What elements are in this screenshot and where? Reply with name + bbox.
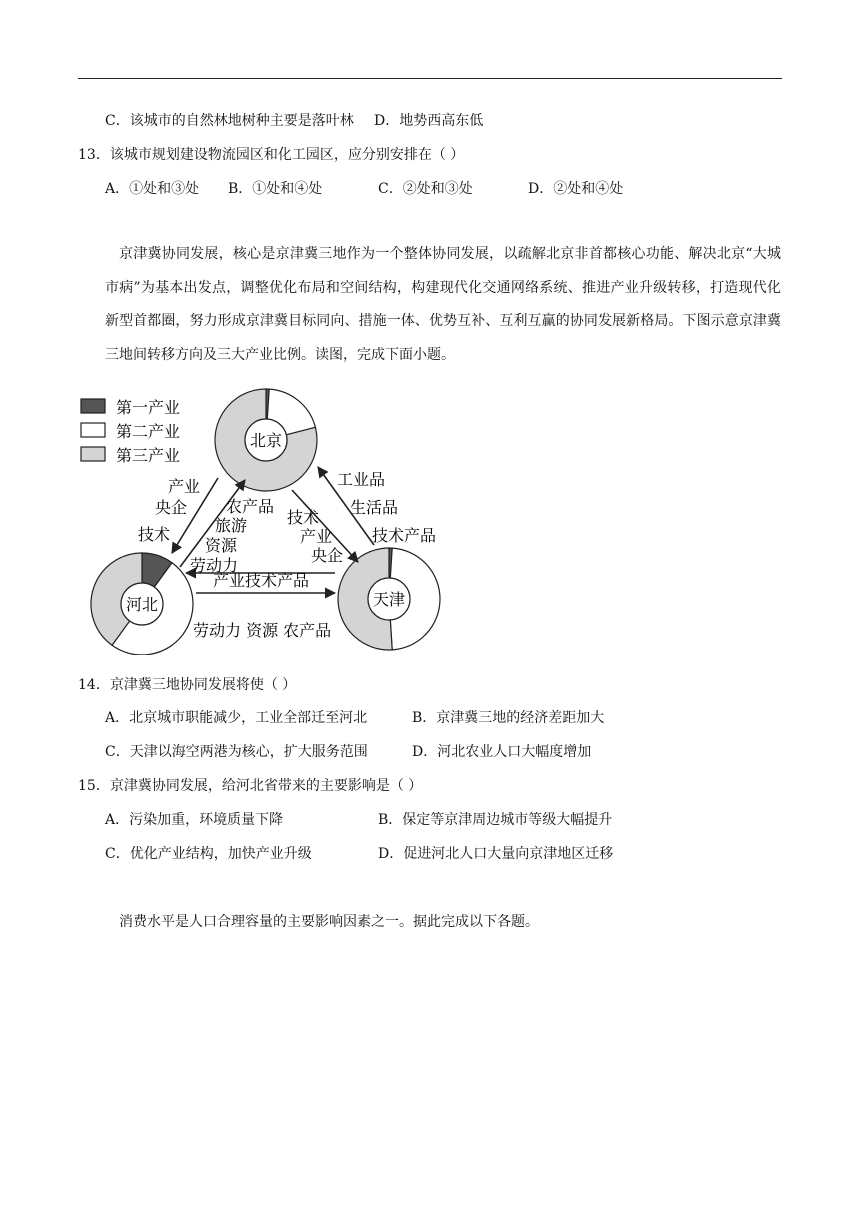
legend-label-secondary: 第二产业 xyxy=(116,422,181,441)
q13-option-c: C．②处和③处 xyxy=(378,181,473,197)
q15-option-a: A．污染加重，环境质量下降 xyxy=(105,812,284,828)
q15-stem: 15．京津冀协同发展，给河北省带来的主要影响是（ ） xyxy=(78,778,423,794)
city-label-tianjin: 天津 xyxy=(372,590,406,609)
flow-bj-tj-3: 央企 xyxy=(311,546,344,565)
flow-hb-bj-1: 农产品 xyxy=(226,497,275,516)
flow-bj-tj-1: 技术 xyxy=(287,508,320,527)
flow-tj-bj-3: 技术产品 xyxy=(372,526,437,545)
flow-tj-bj-1: 工业品 xyxy=(337,470,386,489)
q14-option-b: B．京津冀三地的经济差距加大 xyxy=(412,710,605,726)
flow-tj-bj-2: 生活品 xyxy=(350,498,399,517)
q14-option-d: D．河北农业人口大幅度增加 xyxy=(412,744,592,760)
passage-jingjinji: 京津冀协同发展，核心是京津冀三地作为一个整体协同发展，以疏解北京非首都核心功能、解决北京“大城市病”为基本出发点，调整优化布局和空间结构，构建现代化交通网络系统、推进产业升级转移，打造现代化新型首都圈，努力形成京津冀目标同向、措施一体、优势互补、互利互赢的协同发展新格局。下图示意京津冀三地间转移方向及三大产业比例。读图，完成下面小题。 xyxy=(105,246,781,363)
flow-hb-bj-2: 旅游 xyxy=(215,516,248,535)
q12-option-d: D．地势西高东低 xyxy=(374,113,484,129)
q15-option-d: D．促进河北人口大量向京津地区迁移 xyxy=(378,846,614,862)
header-rule xyxy=(78,78,782,79)
flow-bj-hb-3: 技术 xyxy=(138,525,171,544)
q15-option-c: C．优化产业结构，加快产业升级 xyxy=(105,846,312,862)
passage-consumption: 消费水平是人口合理容量的主要影响因素之一。据此完成以下各题。 xyxy=(119,914,539,930)
q14-option-c: C．天津以海空两港为核心，扩大服务范围 xyxy=(105,744,368,760)
q14-option-a: A．北京城市职能减少，工业全部迁至河北 xyxy=(105,710,368,726)
flow-hb-bj-3: 资源 xyxy=(205,536,238,555)
city-label-hebei: 河北 xyxy=(125,595,159,614)
flow-bj-tj-2: 产业 xyxy=(300,527,333,546)
flow-bj-hb-2: 央企 xyxy=(155,498,188,517)
q13-option-d: D．②处和④处 xyxy=(528,181,624,197)
q15-option-b: B．保定等京津周边城市等级大幅提升 xyxy=(378,812,613,828)
legend-swatch-secondary xyxy=(81,423,105,437)
q12-option-c: C．该城市的自然林地树种主要是落叶林 xyxy=(105,113,354,129)
q13-stem: 13．该城市规划建设物流园区和化工园区，应分别安排在（ ） xyxy=(78,147,465,163)
q13-option-a: A．①处和③处 xyxy=(105,181,200,197)
q13-option-b: B．①处和④处 xyxy=(228,181,323,197)
flow-hb-bj-4: 劳动力 xyxy=(190,556,239,575)
city-label-beijing: 北京 xyxy=(249,431,283,450)
legend-swatch-tertiary xyxy=(81,447,105,461)
flow-diagram xyxy=(0,385,860,655)
q14-stem: 14．京津冀三地协同发展将使（ ） xyxy=(78,677,297,693)
legend-label-tertiary: 第三产业 xyxy=(116,446,181,465)
flow-bj-hb-1: 产业 xyxy=(168,477,201,496)
flow-tj-hb: 产业技术产品 xyxy=(213,571,310,590)
flow-hb-tj: 劳动力 资源 农产品 xyxy=(193,621,332,640)
legend-swatch-primary xyxy=(81,399,105,413)
legend-label-primary: 第一产业 xyxy=(116,398,181,417)
